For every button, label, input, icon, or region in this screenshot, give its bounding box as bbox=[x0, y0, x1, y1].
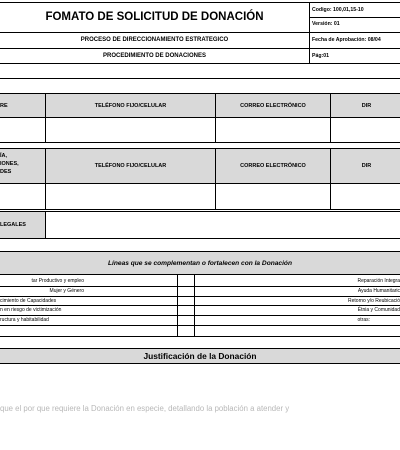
line-item-left-4: n en riesgo de victimización bbox=[0, 307, 62, 313]
other-lines-input[interactable] bbox=[372, 316, 400, 325]
t2-name-cell[interactable] bbox=[0, 184, 45, 209]
legal-value-cell[interactable] bbox=[45, 212, 400, 238]
checkbox-left-3[interactable] bbox=[178, 297, 194, 305]
t2-address-cell[interactable] bbox=[330, 184, 400, 209]
justification-title: Justificación de la Donación bbox=[143, 351, 257, 361]
t1-col-address-header: DIR bbox=[330, 93, 400, 118]
t1-phone-cell[interactable] bbox=[45, 118, 215, 142]
t2-col-email-header: CORREO ELECTRÓNICO bbox=[215, 148, 330, 184]
process-name: PROCESO DE DIRECCIONAMIENTO ESTRATEGICO bbox=[0, 32, 310, 48]
t2-col-phone-header: TELÉFONO FIJO/CELULAR bbox=[45, 148, 215, 184]
checkbox-left-2[interactable] bbox=[178, 287, 194, 296]
justification-instruction: que el por que requiere la Donación en especie, detallando la población a atender y bbox=[0, 404, 290, 413]
checkbox-left-1[interactable] bbox=[178, 275, 194, 286]
form-code: Codigo: 100,01,15-10 bbox=[312, 7, 364, 13]
line-item-right-5: otras: bbox=[357, 317, 370, 323]
t2-org-line-1: ÍA, bbox=[0, 153, 8, 159]
checkbox-left-4[interactable] bbox=[178, 306, 194, 315]
t1-address-cell[interactable] bbox=[330, 118, 400, 142]
legal-label: LEGALES bbox=[0, 212, 45, 238]
t2-org-line-2: IONES, bbox=[0, 161, 19, 167]
t1-email-cell[interactable] bbox=[215, 118, 330, 142]
t1-col-name-header: RE bbox=[0, 102, 8, 109]
checkbox-left-5[interactable] bbox=[178, 316, 194, 325]
line-item-right-3: Retorno y/o Reubicació bbox=[348, 297, 400, 304]
t1-col-email-header: CORREO ELECTRÓNICO bbox=[215, 93, 330, 118]
approval-date: Fecha de Aprobación: 08/04 bbox=[312, 37, 381, 43]
t1-name-cell[interactable] bbox=[0, 118, 45, 142]
form-version: Versión: 01 bbox=[312, 21, 340, 27]
t1-col-phone-header: TELÉFONO FIJO/CELULAR bbox=[45, 93, 215, 118]
line-item-right-4: Étnia y Comunidad bbox=[357, 307, 400, 313]
t2-col-address-header: DIR bbox=[330, 148, 400, 184]
line-item-right-1: Reparación Integra bbox=[357, 278, 400, 284]
line-item-right-2: Ayuda Humanitaric bbox=[357, 288, 400, 294]
t2-phone-cell[interactable] bbox=[45, 184, 215, 209]
line-item-left-5: ructura y habitabilidad bbox=[0, 317, 49, 323]
t2-org-line-3: DES bbox=[0, 169, 12, 175]
t2-col-org-header bbox=[0, 150, 45, 184]
procedure-name: PROCEDIMIENTO DE DONACIONES bbox=[0, 48, 310, 64]
t2-email-cell[interactable] bbox=[215, 184, 330, 209]
line-item-left-1: tar Productivo y empleo bbox=[31, 278, 84, 284]
form-title: FOMATO DE SOLICITUD DE DONACIÓN bbox=[0, 2, 310, 32]
line-item-left-3: cimiento de Capacidades bbox=[0, 297, 57, 304]
line-item-left-2: Mujer y Género bbox=[49, 288, 84, 294]
page-number: Pág:01 bbox=[312, 53, 330, 59]
lines-section-title: Líneas que se complementan o fortalecen con la Donación bbox=[108, 259, 292, 267]
